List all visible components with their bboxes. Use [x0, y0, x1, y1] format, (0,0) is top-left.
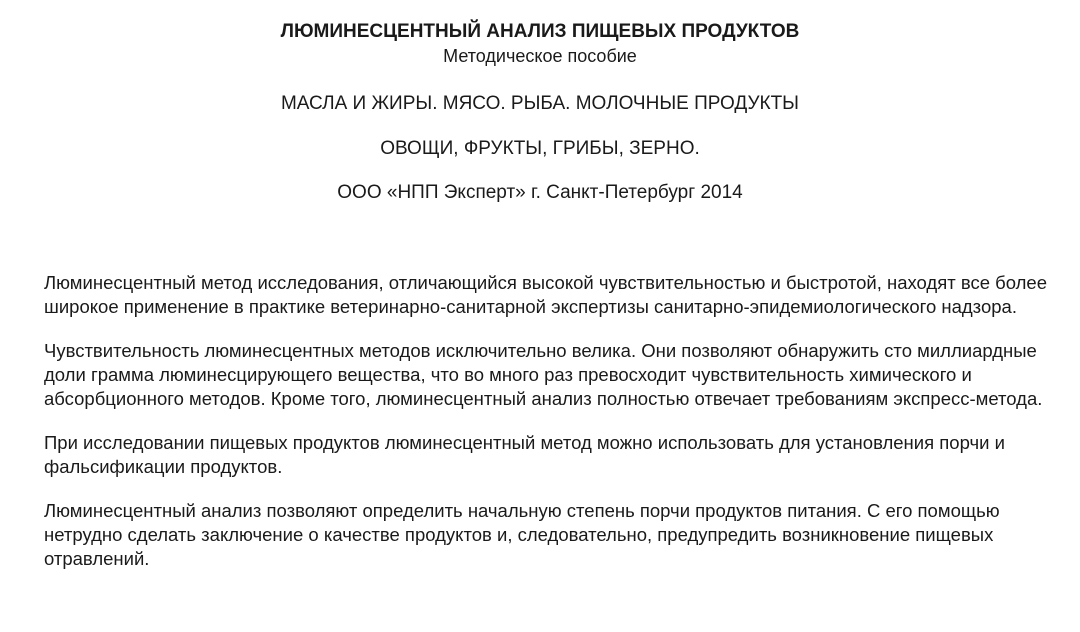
- paragraph: При исследовании пищевых продуктов люминесцентный метод можно использовать для установления порчи и фальсификации продуктов.: [44, 432, 1005, 477]
- categories-line-1: МАСЛА И ЖИРЫ. МЯСО. РЫБА. МОЛОЧНЫЕ ПРОДУКТЫ: [280, 93, 800, 114]
- paragraph: Люминесцентный анализ позволяют определить начальную степень порчи продуктов питания. С его помощью нетрудно сделать заключение о качестве продуктов и, следовательно, предупредить возникновение пищевых отравлений.: [44, 500, 1000, 569]
- document-body: [44, 271, 1064, 591]
- categories-line-2: ОВОЩИ, ФРУКТЫ, ГРИБЫ, ЗЕРНО.: [380, 138, 700, 159]
- document-header: [0, 20, 1080, 68]
- document-subtitle: Методическое пособие: [443, 46, 637, 66]
- document-title: ЛЮМИНЕСЦЕНТНЫЙ АНАЛИЗ ПИЩЕВЫХ ПРОДУКТОВ: [280, 21, 800, 42]
- paragraph: Люминесцентный метод исследования, отличающийся высокой чувствительностью и быстротой, находят все более широкое применение в практике ветеринарно-санитарной экспертизы санитарно-эпидемиологического надзора.: [44, 272, 1047, 317]
- paragraph: Чувствительность люминесцентных методов исключительно велика. Они позволяют обнаружить сто миллиардные доли грамма люминесцирующего вещества, что во много раз превосходит чувствительность химического и абсорбционного методов. Кроме того, люминесцентный анализ полностью отвечает требованиям экспресс-метода.: [44, 340, 1043, 409]
- publisher-line: ООО «НПП Эксперт» г. Санкт-Петербург 2014: [337, 182, 743, 203]
